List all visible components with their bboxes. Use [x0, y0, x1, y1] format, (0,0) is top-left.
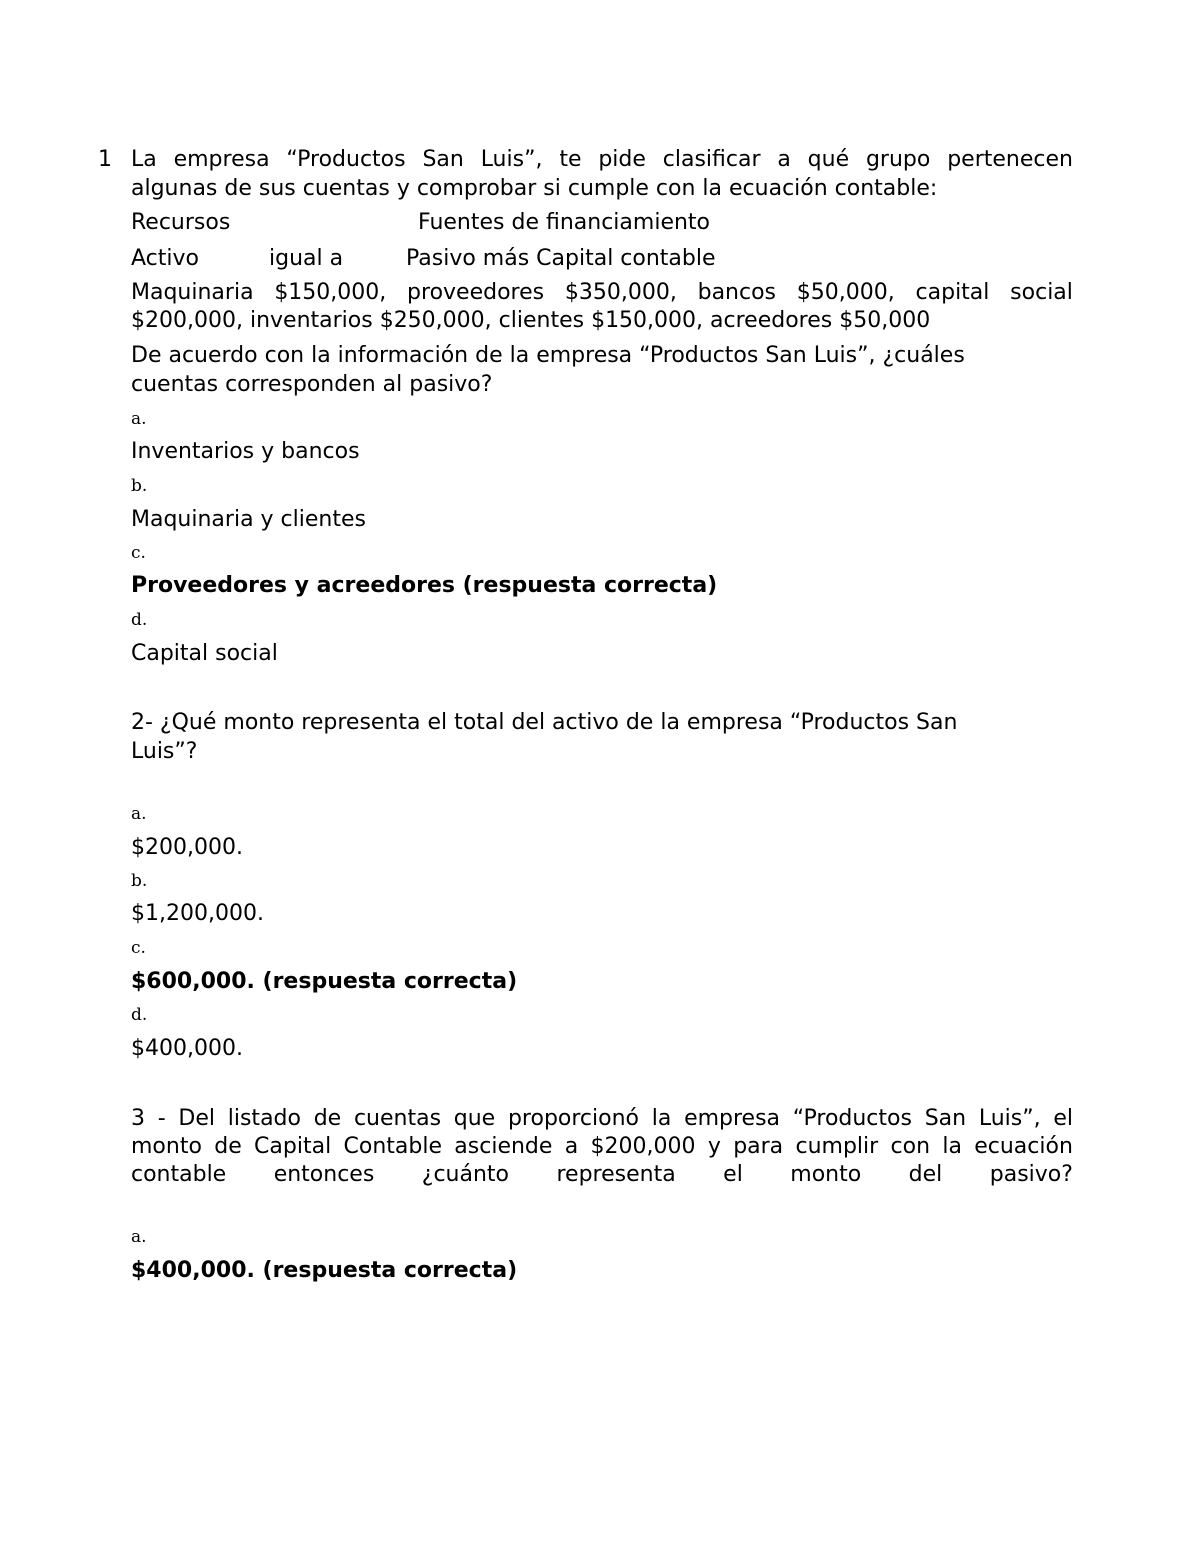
word: $150,000,: [274, 280, 387, 305]
q1-option-c-text-correct: Proveedores y acreedores (respuesta correcta): [131, 573, 718, 598]
q1-option-d-letter: d.: [131, 610, 148, 630]
word: la: [942, 1134, 962, 1159]
word: monto: [131, 1134, 202, 1159]
q1-question-line-1: De acuerdo con la información de la empresa “Productos San Luis”, ¿cuáles: [131, 343, 965, 368]
q3-option-a-text-correct: $400,000. (respuesta correcta): [131, 1258, 518, 1283]
q2-option-a-text: $200,000.: [131, 835, 243, 860]
q1-accounts-line-1: [131, 279, 1073, 307]
word: monto: [790, 1162, 862, 1187]
word: Contable: [343, 1134, 442, 1159]
word: el: [1053, 1106, 1073, 1131]
word: Capital: [254, 1134, 332, 1159]
q1-header-recursos: Recursos: [131, 210, 231, 235]
q3-question-line-3: [131, 1161, 1073, 1189]
word: de: [214, 1134, 242, 1159]
word: te: [559, 147, 582, 172]
q1-option-a-text: Inventarios y bancos: [131, 439, 360, 464]
q1-intro-line-2: algunas de sus cuentas y comprobar si cumple con la ecuación contable:: [131, 176, 938, 201]
word: cuentas: [353, 1106, 442, 1131]
word: listado: [227, 1106, 301, 1131]
q1-number: 1: [98, 147, 112, 172]
word: bancos: [697, 280, 777, 305]
word: 3: [131, 1106, 145, 1131]
word: que: [453, 1106, 496, 1131]
q2-question-line-2: Luis”?: [131, 739, 198, 764]
word: asciende: [454, 1134, 553, 1159]
word: la: [651, 1106, 672, 1131]
word: $200,000: [590, 1134, 696, 1159]
word: grupo: [865, 147, 931, 172]
word: representa: [556, 1162, 676, 1187]
word: empresa: [173, 147, 270, 172]
word: proveedores: [407, 280, 545, 305]
word: el: [723, 1162, 743, 1187]
word: ecuación: [974, 1134, 1073, 1159]
word: contable: [131, 1162, 227, 1187]
q1-option-a-letter: a.: [131, 409, 147, 429]
q2-option-a-letter: a.: [131, 804, 147, 824]
word: pide: [598, 147, 646, 172]
q1-option-d-text: Capital social: [131, 641, 278, 666]
word: y: [707, 1134, 721, 1159]
word: “Productos: [286, 147, 406, 172]
q1-option-c-letter: c.: [131, 543, 146, 563]
q1-question-line-2: cuentas corresponden al pasivo?: [131, 372, 493, 397]
word: $50,000,: [796, 280, 895, 305]
word: a: [777, 147, 791, 172]
word: San: [924, 1106, 967, 1131]
word: clasificar: [662, 147, 761, 172]
word: -: [157, 1106, 166, 1131]
word: capital: [915, 280, 990, 305]
word: con: [890, 1134, 931, 1159]
q2-option-d-text: $400,000.: [131, 1036, 243, 1061]
word: entonces: [273, 1162, 375, 1187]
word: del: [908, 1162, 943, 1187]
word: pasivo?: [989, 1162, 1073, 1187]
word: a: [564, 1134, 579, 1159]
word: de: [313, 1106, 342, 1131]
word: proporcionó: [507, 1106, 639, 1131]
q2-option-b-text: $1,200,000.: [131, 901, 264, 926]
q2-option-d-letter: d.: [131, 1005, 148, 1025]
word: cumplir: [795, 1134, 879, 1159]
q2-option-c-letter: c.: [131, 938, 146, 958]
word: social: [1010, 280, 1073, 305]
q1-option-b-text: Maquinaria y clientes: [131, 507, 366, 532]
q1-eq-pasivo: Pasivo más Capital contable: [406, 246, 716, 271]
q3-question-line-2: [131, 1133, 1073, 1161]
word: Maquinaria: [131, 280, 254, 305]
q1-intro-line-1: [131, 146, 1073, 174]
word: pertenecen: [947, 147, 1073, 172]
word: “Productos: [792, 1106, 912, 1131]
word: qué: [807, 147, 850, 172]
word: Luis”,: [978, 1106, 1041, 1131]
q1-accounts-line-2: $200,000, inventarios $250,000, clientes $150,000, acreedores $50,000: [131, 308, 931, 333]
word: $350,000,: [564, 280, 677, 305]
q3-question-line-1: [131, 1105, 1073, 1133]
word: La: [131, 147, 157, 172]
q3-option-a-letter: a.: [131, 1227, 147, 1247]
word: empresa: [684, 1106, 781, 1131]
word: para: [733, 1134, 784, 1159]
q2-question-line-1: 2- ¿Qué monto representa el total del activo de la empresa “Productos San: [131, 710, 958, 735]
q1-eq-activo: Activo: [131, 246, 199, 271]
q2-option-b-letter: b.: [131, 871, 148, 891]
word: San: [422, 147, 464, 172]
q1-option-b-letter: b.: [131, 476, 148, 496]
q1-eq-igual: igual a: [269, 246, 344, 271]
q1-header-fuentes: Fuentes de financiamiento: [418, 210, 711, 235]
q2-option-c-text-correct: $600,000. (respuesta correcta): [131, 969, 518, 994]
word: ¿cuánto: [421, 1162, 509, 1187]
word: Luis”,: [480, 147, 543, 172]
word: Del: [178, 1106, 216, 1131]
